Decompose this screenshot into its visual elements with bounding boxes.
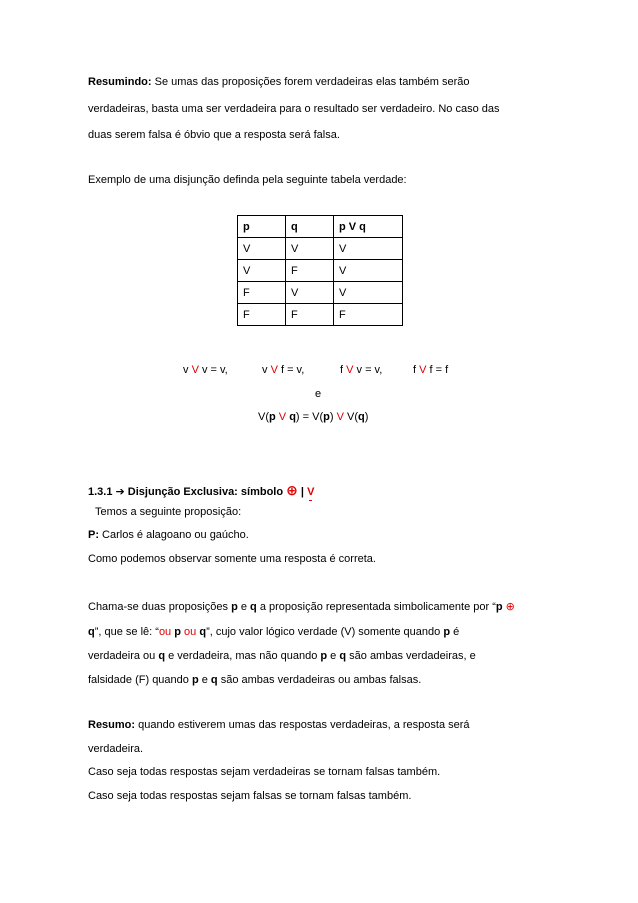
definition-text: são ambas verdadeiras ou ambas falsas. bbox=[217, 674, 422, 686]
definition-var: q bbox=[88, 626, 95, 638]
table-cell: V bbox=[238, 260, 286, 282]
resumo-line-2: verdadeira. bbox=[88, 743, 144, 755]
rule-operator: V bbox=[419, 364, 427, 376]
rule-text: v bbox=[183, 364, 192, 376]
formula-text: ) = V( bbox=[295, 411, 324, 423]
rule-text: f bbox=[340, 364, 347, 376]
definition-var: p bbox=[495, 601, 503, 613]
exclusive-or-symbol: V bbox=[307, 486, 315, 498]
resumo-line-4: Caso seja todas respostas sejam falsas se tornam falsas também. bbox=[88, 790, 412, 802]
truth-table-header bbox=[238, 216, 403, 238]
definition-text: e bbox=[198, 674, 211, 686]
rule-text: f = v, bbox=[277, 364, 305, 376]
definition-var: q bbox=[199, 626, 207, 638]
rule-operator: V bbox=[191, 364, 199, 376]
table-cell: F bbox=[238, 304, 286, 326]
table-cell: F bbox=[238, 282, 286, 304]
definition-var: p bbox=[443, 626, 451, 638]
definition-connective: ou bbox=[158, 626, 175, 638]
rule-operator: V bbox=[270, 364, 278, 376]
table-cell: V bbox=[334, 260, 403, 282]
formula-text: ) bbox=[329, 411, 337, 423]
xor-symbol: ⊕ bbox=[502, 601, 515, 613]
arrow-right-icon: ➔ bbox=[115, 486, 125, 498]
conjunction-e: e bbox=[315, 388, 322, 400]
symbol-separator: | bbox=[297, 486, 308, 498]
formula-text: ) bbox=[364, 411, 369, 423]
rule-1 bbox=[183, 363, 228, 377]
resumo-text: quando estiverem umas das respostas verdadeiras, a resposta será bbox=[135, 719, 470, 731]
rule-operator: V bbox=[346, 364, 354, 376]
example-intro: Exemplo de uma disjunção definda pela seguinte tabela verdade: bbox=[88, 174, 407, 186]
rule-4 bbox=[413, 363, 448, 377]
definition-text: são ambas verdadeiras, e bbox=[346, 650, 476, 662]
definition-text: a proposição representada simbolicamente por “ bbox=[256, 601, 496, 613]
definition-var: p bbox=[191, 674, 199, 686]
proposition-line bbox=[88, 528, 249, 542]
definition-line-2 bbox=[88, 625, 459, 639]
definition-text: falsidade (F) quando bbox=[88, 674, 192, 686]
table-cell: V bbox=[334, 238, 403, 260]
section-heading bbox=[88, 483, 314, 499]
definition-text: ”, que se lê: “ bbox=[94, 626, 159, 638]
table-row bbox=[238, 260, 403, 282]
rule-text: f bbox=[413, 364, 420, 376]
table-row bbox=[238, 282, 403, 304]
header-cell: p bbox=[238, 216, 286, 238]
table-cell: V bbox=[286, 238, 334, 260]
proposition-intro: Temos a seguinte proposição: bbox=[95, 506, 242, 518]
definition-text: ”, cujo valor lógico verdade (V) somente quando bbox=[206, 626, 444, 638]
definition-text: e bbox=[237, 601, 251, 613]
proposition-label: P: bbox=[88, 529, 99, 541]
definition-line-4 bbox=[88, 673, 421, 687]
resumo-label: Resumo: bbox=[88, 719, 136, 731]
definition-text: e bbox=[327, 650, 340, 662]
summary-line-3: duas serem falsa é óbvio que a resposta será falsa. bbox=[88, 129, 340, 141]
header-cell: q bbox=[286, 216, 334, 238]
formula-var: q bbox=[289, 411, 296, 423]
rule-2 bbox=[262, 363, 304, 377]
definition-text: e verdadeira, mas não quando bbox=[165, 650, 321, 662]
formula-var: p bbox=[323, 411, 330, 423]
formula-text: V( bbox=[258, 411, 269, 423]
table-cell: V bbox=[334, 282, 403, 304]
formula-operator: V bbox=[336, 411, 344, 423]
header-cell: p V q bbox=[334, 216, 403, 238]
definition-var: q bbox=[158, 650, 166, 662]
table-cell: F bbox=[286, 304, 334, 326]
definition-line-1 bbox=[88, 600, 515, 614]
definition-var: p bbox=[174, 626, 181, 638]
resumo-line-3: Caso seja todas respostas sejam verdadeiras se tornam falsas também. bbox=[88, 766, 441, 778]
table-cell: V bbox=[238, 238, 286, 260]
table-row bbox=[238, 304, 403, 326]
definition-line-3 bbox=[88, 649, 476, 663]
table-cell: F bbox=[334, 304, 403, 326]
summary-line-2: verdadeiras, basta uma ser verdadeira para o resultado ser verdadeiro. No caso das bbox=[88, 103, 500, 115]
table-row bbox=[238, 238, 403, 260]
rule-text: f = f bbox=[426, 364, 449, 376]
proposition-text: Carlos é alagoano ou gaúcho. bbox=[99, 529, 249, 541]
section-number: 1.3.1 bbox=[88, 486, 113, 498]
definition-var: q bbox=[339, 650, 347, 662]
resumo-line-1 bbox=[88, 718, 470, 732]
definition-var: p bbox=[320, 650, 328, 662]
rule-3 bbox=[340, 363, 382, 377]
definition-var: p bbox=[231, 601, 238, 613]
summary-label: Resumindo: bbox=[88, 76, 152, 88]
definition-var: q bbox=[250, 601, 257, 613]
rule-text: v = v, bbox=[353, 364, 383, 376]
table-cell: V bbox=[286, 282, 334, 304]
definition-text: verdadeira ou bbox=[88, 650, 159, 662]
formula-var: p bbox=[269, 411, 276, 423]
rule-text: v = v, bbox=[198, 364, 228, 376]
definition-var: q bbox=[210, 674, 218, 686]
summary-text-1: Se umas das proposições forem verdadeiras elas também serão bbox=[151, 76, 470, 88]
truth-table bbox=[237, 215, 403, 326]
section-title: Disjunção Exclusiva: símbolo bbox=[124, 486, 287, 498]
summary-line-1 bbox=[88, 75, 470, 89]
table-cell: F bbox=[286, 260, 334, 282]
definition-text: Chama-se duas proposições bbox=[88, 601, 232, 613]
formula-operator: V bbox=[275, 411, 290, 423]
xor-symbol: ⊕ bbox=[286, 482, 298, 498]
rule-text: v bbox=[262, 364, 271, 376]
formula bbox=[258, 410, 368, 424]
formula-text: V( bbox=[343, 411, 358, 423]
definition-text: é bbox=[450, 626, 460, 638]
definition-connective: ou bbox=[180, 626, 200, 638]
observation: Como podemos observar somente uma resposta é correta. bbox=[88, 553, 376, 565]
formula-var: q bbox=[358, 411, 365, 423]
